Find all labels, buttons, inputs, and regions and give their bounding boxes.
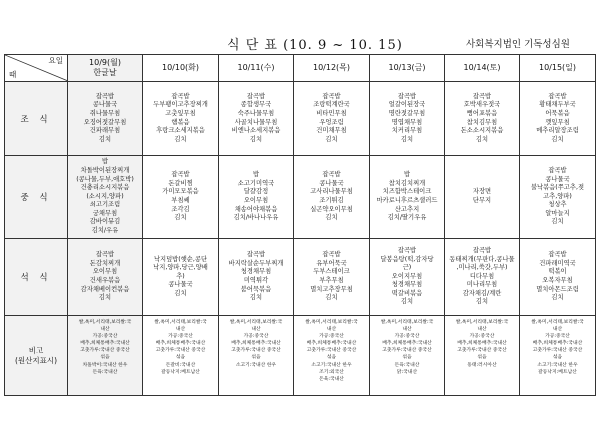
meal-label-dinner: 석 식 xyxy=(5,239,68,316)
origin-note-line: 섞음 xyxy=(100,355,110,361)
origin-note-line: 고춧가루:국내산 중국산 xyxy=(532,348,583,354)
menu-item: 김치 xyxy=(551,135,564,143)
menu-item: 붐어묵볶음 xyxy=(240,285,272,293)
menu-item: 고춧잎무침 xyxy=(165,109,196,117)
menu-item: 가미모모볶음 xyxy=(162,188,199,196)
menu-item: 종합생무국 xyxy=(240,101,272,109)
menu-item: 참치김치찌개 xyxy=(388,179,426,187)
menu-item: 잡곡밥 xyxy=(171,171,190,179)
origin-note-cell xyxy=(143,316,219,396)
day-date: 10/12(목) xyxy=(312,63,351,72)
menu-cell xyxy=(294,82,370,156)
origin-note-line: 고춧가루:국내산 중국산 xyxy=(231,348,281,354)
menu-item: 동태찌개(무판다,콩나물 xyxy=(449,255,515,263)
menu-item: 메추리알장조림 xyxy=(536,127,579,135)
origin-note-line: 내산 xyxy=(100,327,110,333)
day-header-wed xyxy=(219,55,294,82)
origin-note-line: 쌀,옥미,서리태,보리쌀:국 xyxy=(78,320,132,325)
origin-note-cell xyxy=(445,316,520,396)
menu-item: 자장면 xyxy=(472,188,492,196)
corner-meal-label: 때 xyxy=(9,70,17,79)
origin-note-line: 배추,희체통배추:국내산 xyxy=(155,341,206,347)
origin-note-line: 내산 xyxy=(251,327,261,333)
menu-item: 마카로니후르츠샐러드 xyxy=(376,197,438,204)
menu-cell xyxy=(143,156,219,239)
menu-cell xyxy=(143,82,219,156)
menu-item: 콩나물국 xyxy=(168,281,193,289)
menu-item: 잡곡밥 xyxy=(246,92,266,100)
menu-item: 떡볶이 xyxy=(548,268,567,276)
menu-item: 채송어야채볶음 xyxy=(234,205,278,213)
menu-item: 쥐나물무침 xyxy=(89,109,121,117)
menu-item: 우엉조림 xyxy=(319,118,344,126)
menu-item: 미역튀각 xyxy=(243,277,269,284)
menu-item: 잡곡밥 xyxy=(246,251,266,259)
menu-item: 건미채무침 xyxy=(316,127,347,135)
corner-day-label: 요일 xyxy=(48,56,63,65)
origin-note-line: 내산 xyxy=(175,327,186,333)
menu-item: 김치/딸기우유 xyxy=(387,214,427,222)
menu-table xyxy=(4,54,596,396)
origin-note-line: 가공:중국산 xyxy=(92,334,118,340)
origin-note-line: 고춧가루:국내산 중국산 xyxy=(155,348,206,354)
menu-item: 부추무침 xyxy=(319,277,344,284)
menu-cell xyxy=(370,82,445,156)
menu-item: 낙지덮밥(햇순,콩단 xyxy=(153,255,208,263)
day-holiday: 한글날 xyxy=(93,68,117,77)
menu-item: 황태채두부국 xyxy=(539,101,576,109)
dinner-row xyxy=(5,239,596,316)
menu-cell xyxy=(520,239,596,316)
day-header-thu xyxy=(294,55,370,82)
menu-cell xyxy=(68,239,143,316)
menu-item: 밥 xyxy=(403,171,411,179)
menu-item: 잡곡밥 xyxy=(397,92,417,100)
origin-note-line: 섞음 xyxy=(402,355,412,361)
menu-item: 숙주나물무침 xyxy=(237,109,275,117)
notes-label-line1: 비고 xyxy=(28,345,44,355)
menu-cell xyxy=(294,156,370,239)
menu-item: 김치 xyxy=(249,294,263,302)
menu-cell xyxy=(445,239,520,316)
menu-item: 김치/우유 xyxy=(91,227,119,235)
origin-note-line: 배추,희체통배추:국내산 xyxy=(80,341,130,347)
origin-note-line: 섞음 xyxy=(552,355,563,361)
day-date: 10/10(화) xyxy=(161,63,200,72)
origin-note-cell xyxy=(520,316,596,396)
menu-item: 치커리무침 xyxy=(391,127,423,135)
menu-item: 부침쎄 xyxy=(171,197,190,204)
menu-item: 얼갈이된장국 xyxy=(388,101,426,109)
page-title: 식 단 표 (10. 9 ~ 10. 15) xyxy=(227,38,403,53)
day-header-sun xyxy=(520,55,596,82)
origin-note-line: 쌀,옥미,서리태,보리쌀:국 xyxy=(531,320,584,325)
menu-item: 잡곡밥 xyxy=(95,92,115,100)
menu-item: 잡곡밥 xyxy=(472,246,492,254)
menu-item: 콩나물국 xyxy=(319,179,344,187)
corner-header xyxy=(5,55,68,82)
menu-item: 오복자무침 xyxy=(542,277,573,284)
menu-item: 콩나물국 xyxy=(545,175,570,183)
menu-cell xyxy=(219,239,294,316)
origin-note-line: 내산 xyxy=(552,327,563,333)
menu-item: 오이지무침 xyxy=(391,272,423,280)
origin-note-line: 배추,희체통배추:국내산 xyxy=(306,341,357,347)
menu-item: 김치 xyxy=(400,298,414,306)
title-row xyxy=(0,0,600,52)
menu-item: 비엔나소세지볶음 xyxy=(231,127,281,135)
origin-note-line: 돈육:국내산 xyxy=(394,362,420,368)
menu-item: 오징어젓갈무침 xyxy=(83,118,127,126)
menu-item: 두부팽이고추장찌개 xyxy=(153,101,208,109)
origin-note-line: 돈육:국내산 xyxy=(92,369,118,375)
menu-item: 단무지 xyxy=(472,197,492,204)
menu-item: 명란젓갈무침 xyxy=(388,109,426,117)
menu-item: 돈갈비찜 xyxy=(168,179,193,187)
origin-note-line: 섞음 xyxy=(326,355,337,361)
menu-item: 밥 xyxy=(252,171,260,179)
menu-item: 청경채무침 xyxy=(240,268,272,276)
menu-cell xyxy=(445,156,520,239)
menu-item: 떡갈비볶음 xyxy=(391,289,423,297)
menu-item: 감자채베이컨볶음 xyxy=(80,285,130,293)
origin-note-line: 섞음 xyxy=(251,355,261,361)
menu-item: 깻잎무침 xyxy=(545,118,570,126)
notes-row xyxy=(5,316,596,396)
origin-note-line: 돈육:국내산 xyxy=(319,376,344,382)
day-date: 10/13(금) xyxy=(388,63,426,72)
menu-item: 추) xyxy=(176,272,185,280)
origin-note-line: 섞음 xyxy=(175,355,186,361)
origin-note-line: 차돌박이:국내산 한우 xyxy=(82,362,128,368)
menu-item: 김치 xyxy=(98,294,112,302)
origin-note-cell xyxy=(219,316,294,396)
origin-note-line: 배추,희체통배추:국내산 xyxy=(382,341,432,347)
menu-cell xyxy=(520,156,596,239)
origin-note-line: 쌀,옥미,서리태,보리쌀:국 xyxy=(455,320,509,325)
origin-note-line: 고춧가루:국내산 중국산 xyxy=(306,348,357,354)
menu-cell xyxy=(520,82,596,156)
origin-note-line: 가공:중국산 xyxy=(394,334,420,340)
meal-label-lunch: 중 식 xyxy=(5,156,68,239)
menu-item: 김치 xyxy=(400,135,414,143)
menu-item: 사골치나물무침 xyxy=(234,118,278,126)
menu-item: 멸치고추장무침 xyxy=(310,285,353,293)
menu-item: 조기튀김 xyxy=(319,197,344,204)
menu-cell xyxy=(370,156,445,239)
menu-item: 잡곡밥 xyxy=(171,92,190,100)
menu-item: 소고기미역국 xyxy=(237,179,275,187)
menu-item: 쇠고기조림 xyxy=(89,201,121,209)
origin-note-line: 조기:외국산 xyxy=(319,369,344,375)
menu-item: 뻥어포볶음 xyxy=(466,109,498,117)
origin-note-line: 갈등낙지:베트남산 xyxy=(161,369,200,375)
menu-item: 감바이뮤김 xyxy=(89,218,121,226)
menu-item: 잡곡밥 xyxy=(322,171,341,179)
menu-item: 미나리무침 xyxy=(466,281,498,289)
menu-item: 유부어묵국 xyxy=(316,259,347,267)
origin-note-line: 내산 xyxy=(326,327,337,333)
origin-note-line: 소고기:국내산 한우 xyxy=(537,362,578,368)
origin-note-line: 가공:중국산 xyxy=(319,334,344,340)
origin-note-line: 내산 xyxy=(402,327,412,333)
menu-item: 잡곡밥 xyxy=(397,246,417,254)
origin-note-line: 가공:중국산 xyxy=(469,334,495,340)
menu-item: 김치 xyxy=(249,135,263,143)
menu-item: 김치 xyxy=(551,294,564,302)
origin-note-line: 가공:중국산 xyxy=(545,334,570,340)
menu-item: 낙지,양파,당근,양배 xyxy=(153,264,208,272)
origin-note-line: 돈갈비:국내산 xyxy=(165,362,196,368)
origin-note-line: 쌀,옥미,서리태,보리쌀:국 xyxy=(229,320,283,325)
menu-item: 잡곡밥 xyxy=(548,251,567,259)
menu-item: 디다무침 xyxy=(469,272,495,280)
day-header-fri xyxy=(370,55,445,82)
notes-label xyxy=(5,316,68,396)
menu-item: (소시지,양파) xyxy=(86,192,124,200)
day-header-sat xyxy=(445,55,520,82)
day-header-mon xyxy=(68,55,143,82)
notes-label-line2: (원산지표시) xyxy=(14,355,58,365)
menu-item: 김치 xyxy=(325,214,338,222)
menu-item: 명엽채무침 xyxy=(391,118,423,126)
origin-note-cell xyxy=(294,316,370,396)
breakfast-row xyxy=(5,82,596,156)
menu-item: 콩나물국 xyxy=(92,101,118,109)
menu-item: 돈소소시지볶음 xyxy=(460,127,504,135)
menu-cell xyxy=(68,82,143,156)
day-date: 10/14(토) xyxy=(463,63,501,72)
menu-cell xyxy=(370,239,445,316)
lunch-row xyxy=(5,156,596,239)
menu-item: 김치 xyxy=(174,214,187,222)
origin-note-cell xyxy=(68,316,143,396)
menu-item: (콩나물,두부,애호박) xyxy=(76,175,134,183)
origin-note-line: 고춧가루:국내산 중국산 xyxy=(457,348,507,354)
menu-item: 달봉음탕(떡,감자당 xyxy=(380,255,434,263)
origin-note-line: 배추,희체통배추:국내산 xyxy=(457,341,507,347)
menu-item: 감자채김/계란 xyxy=(462,289,502,297)
menu-item: 알마늘지 xyxy=(545,209,570,217)
menu-item: 김치 xyxy=(551,218,564,226)
menu-item: 잡곡밥 xyxy=(548,92,567,100)
menu-item: 두부스테이크 xyxy=(313,268,350,276)
origin-note-line: 쌀,옥미,서리태,보리쌀:국 xyxy=(305,320,358,325)
menu-item: 멸치아몬드조림 xyxy=(536,285,579,293)
menu-item: 청경채무침 xyxy=(391,281,423,289)
menu-item: 치즈함박스테이크 xyxy=(382,188,432,196)
menu-cell xyxy=(68,156,143,239)
menu-item: 잡곡밥 xyxy=(322,92,341,100)
menu-item: 호박새우젓국 xyxy=(463,101,501,109)
menu-item: 참치김무침 xyxy=(466,118,498,126)
origin-note-line: 갈등낙지:베트남산 xyxy=(538,369,577,375)
menu-item: 어묵볶음 xyxy=(545,109,570,117)
origin-note-line: 쌀,옥미,서리태,보리쌀:국 xyxy=(154,320,207,325)
menu-item: 김치 xyxy=(475,298,489,306)
menu-item: 김치 xyxy=(174,289,187,297)
menu-item: 돈감치찌개 xyxy=(89,259,121,267)
menu-cell xyxy=(219,82,294,156)
menu-item: 오이무침 xyxy=(243,197,269,204)
menu-item: 궁채무침 xyxy=(92,209,118,217)
origin-note-line: 가공:중국산 xyxy=(168,334,193,340)
menu-cell xyxy=(294,239,370,316)
meal-label-breakfast: 조 식 xyxy=(5,82,68,156)
menu-item: 잡곡밥 xyxy=(322,251,341,259)
menu-item: 김치/바나나우유 xyxy=(233,214,279,222)
menu-item: 김치 xyxy=(325,294,338,302)
menu-item: 고추,양파) xyxy=(543,192,572,200)
menu-item: 실곤약오이무침 xyxy=(310,205,353,213)
origin-note-line: 섞음 xyxy=(477,355,487,361)
origin-note-line: 고춧가루:국내산 중국산 xyxy=(80,348,130,354)
origin-note-line: 배추,희체통배추:국내산 xyxy=(231,341,281,347)
menu-item: 달걀감정 xyxy=(243,188,269,196)
menu-item: 산고추지 xyxy=(394,205,420,213)
menu-item: 건파래무침 xyxy=(89,127,121,135)
menu-item: 김치 xyxy=(174,135,187,143)
menu-item: 비타민무침 xyxy=(316,109,347,117)
origin-note-cell xyxy=(370,316,445,396)
day-date: 10/11(수) xyxy=(237,63,275,72)
menu-cell xyxy=(445,82,520,156)
menu-item: 햄볶음 xyxy=(171,118,190,126)
menu-item: 잡곡밥 xyxy=(548,166,567,174)
organization-name: 사회복지법인 기독성심원 xyxy=(466,39,570,50)
menu-cell xyxy=(219,156,294,239)
menu-item: 잡곡밥 xyxy=(95,251,115,259)
menu-item: 조랑떡계란국 xyxy=(313,101,350,109)
origin-note-line: 고춧가루:국내산 중국산 xyxy=(382,348,432,354)
menu-item: 건파래미역국 xyxy=(539,259,576,267)
menu-item: 차돌박이된장찌개 xyxy=(80,166,130,174)
menu-cell xyxy=(143,239,219,316)
origin-note-line: 닭:국내산 xyxy=(396,369,418,375)
menu-item: 건새우볶음 xyxy=(89,277,121,284)
menu-item: 근) xyxy=(402,264,412,272)
menu-item: 김치 xyxy=(98,135,112,143)
menu-item: 김치 xyxy=(475,135,489,143)
origin-note-line: 가공:중국산 xyxy=(243,334,269,340)
menu-item: ,미나리,쑥갓,두부) xyxy=(456,264,508,272)
origin-note-line: 쌀,옥미,서리태,보리쌀:국 xyxy=(380,320,434,325)
origin-note-line: 동태:러시아산 xyxy=(467,362,497,368)
menu-item: 청상추 xyxy=(548,201,567,209)
origin-note-line: 내산 xyxy=(477,327,487,333)
day-date: 10/15(일) xyxy=(538,63,577,72)
day-date: 10/9(월) xyxy=(89,58,121,67)
menu-item: 밥 xyxy=(101,158,109,166)
menu-item: 건충리소시지볶음 xyxy=(80,184,130,192)
menu-item: 조각김 xyxy=(171,205,190,213)
menu-item: 후랑크소세지볶음 xyxy=(156,127,205,135)
header-row xyxy=(5,55,596,82)
menu-item: 오이무침 xyxy=(92,268,118,276)
menu-item: 김치 xyxy=(325,135,338,143)
day-header-tue xyxy=(143,55,219,82)
origin-note-line: 배추,희체통배추:국내산 xyxy=(532,341,583,347)
menu-item: 바지락살순두부찌개 xyxy=(228,259,284,267)
origin-note-line: 소고기:국내산 한우 xyxy=(235,362,277,368)
origin-note-line: 소고기:국내산 한우 xyxy=(311,362,352,368)
menu-item: 고사리나물무침 xyxy=(310,188,353,196)
menu-item: 불낙볶음(쭈고추,젖 xyxy=(530,184,585,192)
menu-item: 잡곡밥 xyxy=(472,92,492,100)
